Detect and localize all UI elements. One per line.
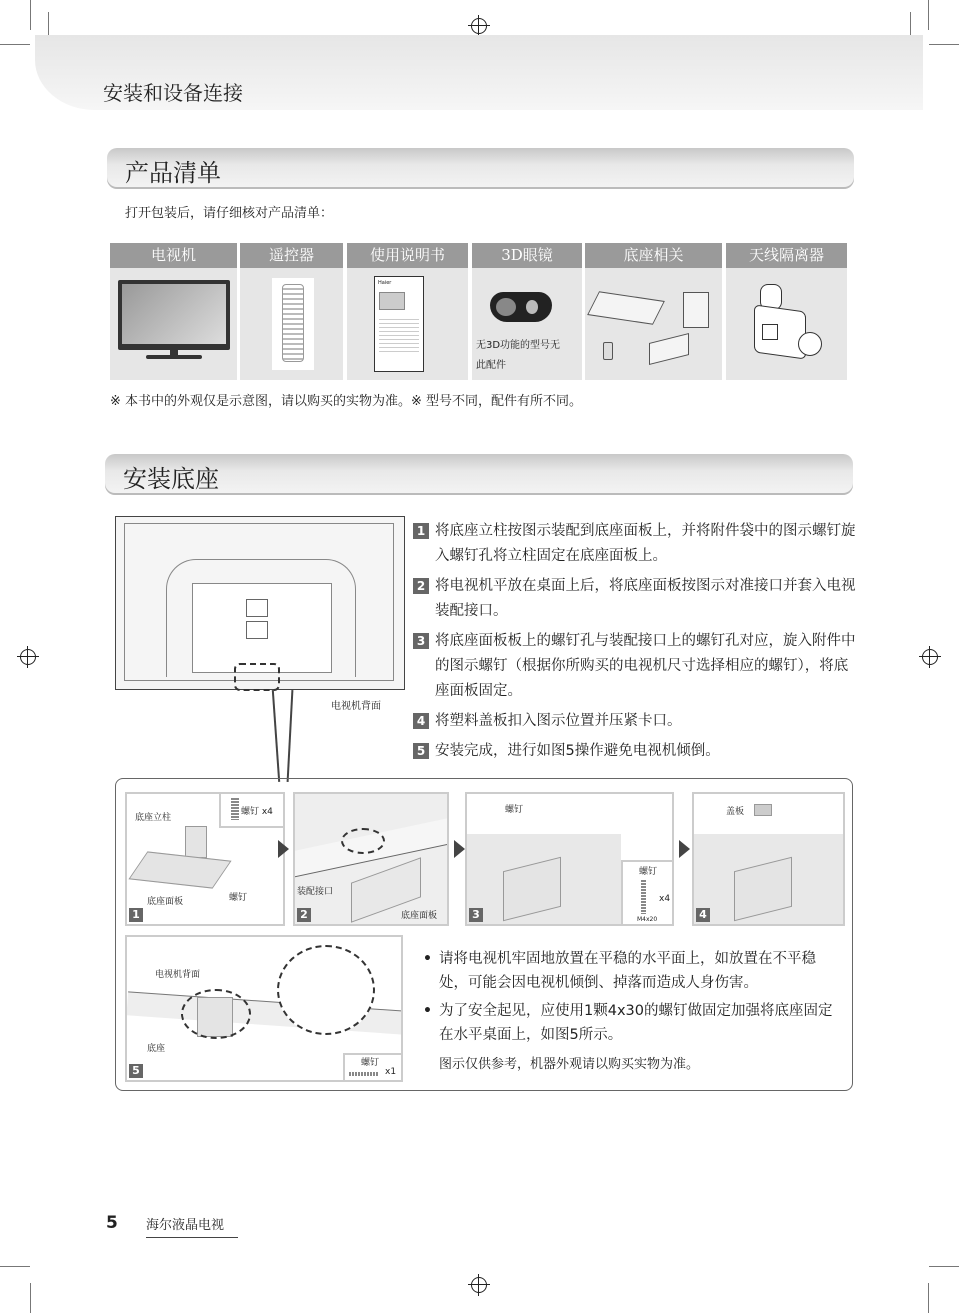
step-4: [413, 709, 858, 734]
panel-number: 4: [696, 908, 710, 922]
panel-number: 1: [129, 908, 143, 922]
panel-step-3: [465, 792, 674, 926]
step-text: 将塑料盖板扣入图示位置并压紧卡口。: [435, 713, 682, 729]
crop-mark: [929, 1266, 959, 1267]
next-arrow-icon: [454, 840, 465, 858]
base-label: 底座面板: [147, 897, 184, 907]
step-text: 安装完成，进行如图5操作避免电视机倾倒。: [435, 743, 720, 759]
glasses-note: 无3D功能的型号无: [476, 340, 561, 351]
crop-mark: [0, 44, 30, 45]
tv-back-label: 电视机背面: [331, 701, 381, 712]
next-arrow-icon: [679, 840, 690, 858]
column-header-remote: 遥控器: [240, 243, 343, 268]
callout-line: [272, 690, 280, 782]
manual-image: [347, 268, 468, 380]
panel-step-2: [293, 792, 449, 926]
next-arrow-icon: [278, 840, 289, 858]
step-5: [413, 739, 858, 764]
registration-mark-icon: [20, 649, 36, 665]
crop-mark: [30, 1283, 31, 1313]
panel-step-4: [692, 792, 845, 926]
column-header-manual: 使用说明书: [347, 243, 468, 268]
port-label: 装配接口: [297, 887, 334, 897]
antenna-isolator-image: [726, 268, 847, 380]
step-number: 2: [413, 578, 429, 594]
crop-mark: [928, 1283, 929, 1313]
cover-label: 盖板: [726, 807, 745, 817]
crop-mark: [48, 12, 49, 37]
tv-back-diagram: [115, 516, 405, 690]
screws-label: 螺钉: [229, 893, 248, 903]
install-steps: [413, 519, 858, 769]
glasses-note: 此配件: [476, 360, 506, 371]
footer-brand: 海尔液晶电视: [146, 1214, 238, 1238]
registration-mark-icon: [471, 18, 487, 34]
3d-glasses-image: [472, 268, 582, 380]
step-number: 1: [413, 523, 429, 539]
step-text: 将底座立柱按图示装配到底座面板上，并将附件袋中的图示螺钉旋入螺钉孔将立柱固定在底座面板上。: [435, 523, 856, 564]
column-header-antenna-isolator: 天线隔离器: [726, 243, 847, 268]
crop-mark: [929, 44, 959, 45]
base-label: 底座面板: [401, 911, 438, 921]
section-title: 产品清单: [125, 159, 221, 187]
step-1: [413, 519, 858, 569]
size-label: M4x20: [637, 916, 658, 923]
bullet-text: 为了安全起见，应使用1颗4x30的螺钉做固定加强将底座固定在水平桌面上，如图5所示。: [439, 1003, 833, 1043]
section-header-install-stand: [105, 454, 853, 495]
registration-mark-icon: [922, 649, 938, 665]
chapter-title: 安装和设备连接: [103, 81, 243, 105]
post-label: 底座立柱: [135, 813, 172, 823]
step-number: 4: [413, 713, 429, 729]
panel-number: 3: [469, 908, 483, 922]
tv-back-label: 电视机背面: [155, 970, 201, 980]
appearance-note: ※ 本书中的外观仅是示意图，请以购买的实物为准。※ 型号不同，配件有所不同。: [110, 394, 583, 409]
intro-text: 打开包装后，请仔细核对产品清单：: [125, 206, 334, 221]
column-header-stand: 底座相关: [585, 243, 722, 268]
stand-parts-image: [585, 268, 722, 380]
qty-label: x4: [659, 894, 671, 904]
panel-step-1: [125, 792, 285, 926]
step-text: 将底座面板板上的螺钉孔与装配接口上的螺钉孔对应，旋入附件中的图示螺钉（根据你所购买的电视机尺寸选择相应的螺钉），将底座面板固定。: [435, 633, 856, 699]
step-text: 将电视机平放在桌面上后，将底座面板按图示对准接口并套入电视装配接口。: [435, 578, 856, 619]
crop-mark: [0, 1266, 30, 1267]
section-title: 安装底座: [123, 465, 219, 493]
crop-mark: [910, 12, 911, 37]
panel-step-5: [125, 935, 403, 1082]
remote-image: [240, 268, 343, 380]
page-number: 5: [106, 1213, 118, 1233]
qty-label: x1: [385, 1067, 397, 1077]
screw-box-label: 螺钉: [639, 867, 658, 877]
safety-notes: [423, 947, 843, 1072]
bullet-text: 请将电视机牢固地放置在平稳的水平面上，如放置在不平稳处，可能会因电视机倾倒、掉落而造成人身伤害。: [439, 951, 816, 991]
column-header-3d-glasses: 3D眼镜: [472, 243, 582, 268]
tv-image: [110, 268, 237, 380]
step-number: 3: [413, 633, 429, 649]
manual-logo: Haier: [378, 280, 392, 286]
registration-mark-icon: [471, 1277, 487, 1293]
callout-line: [287, 690, 293, 782]
step-number: 5: [413, 743, 429, 759]
step-2: [413, 574, 858, 624]
base-label: 底座: [147, 1044, 166, 1054]
panel-number: 2: [297, 908, 311, 922]
step-3: [413, 629, 858, 704]
panel-number: 5: [129, 1064, 143, 1078]
bullet-item: • 请将电视机牢固地放置在平稳的水平面上，如放置在不平稳处，可能会因电视机倾倒、掉落而造成人身伤害。: [423, 947, 843, 995]
bullet-item: • 为了安全起见，应使用1颗4x30的螺钉做固定加强将底座固定在水平桌面上，如图5所示。: [423, 999, 843, 1047]
crop-mark: [30, 0, 31, 30]
screws-label: 螺钉: [505, 805, 524, 815]
footnote: 图示仅供参考，机器外观请以购买实物为准。: [439, 1057, 700, 1072]
screw-label: 螺钉: [361, 1058, 380, 1068]
column-header-tv: 电视机: [110, 243, 237, 268]
screw-label: 螺钉 x4: [241, 807, 273, 817]
crop-mark: [928, 0, 929, 30]
section-header-product-list: [107, 148, 854, 189]
